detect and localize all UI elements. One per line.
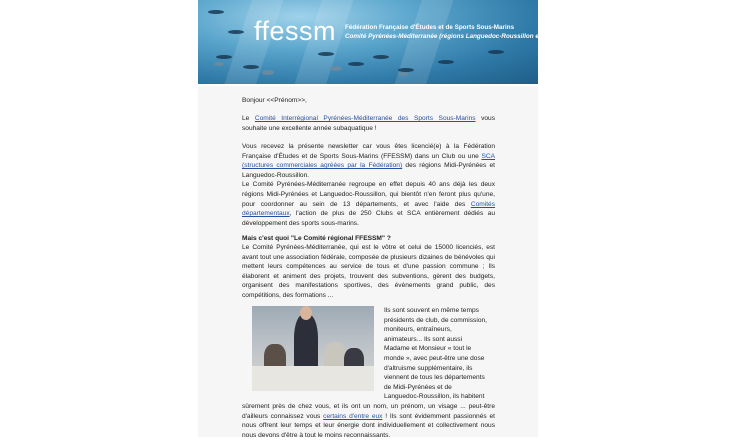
- region-text: Le Comité Pyrénées-Méditerranée regroupe en effet depuis 40 ans déjà les deux régions Midi-Pyrénées et Languedoc-Roussillon, qui bientôt n'en feront plus qu'une, pour coordonner au sein de 13 départements, et avec l'aide des: [242, 181, 495, 208]
- side-line: Madame et Monsieur « tout le: [384, 345, 472, 353]
- fish-icon: [216, 55, 232, 59]
- fish-icon: [438, 60, 454, 64]
- intro-text: Le: [242, 115, 255, 122]
- intro-paragraph: [242, 114, 495, 133]
- membership-text: Vous recevez la présente newsletter car vous êtes licencié(e) à la Fédération Française d'Études et de Sports Sous-Marins (FFESSM) dans un Club ou une: [242, 143, 495, 160]
- side-line: moniteurs, entraîneurs,: [384, 326, 452, 334]
- region-text-end: , l'action de plus de 250 Clubs et SCA entièrement dédiés au développement des sports sous-marins.: [242, 210, 495, 227]
- side-paragraph: [384, 306, 495, 402]
- side-line: de Midi-Pyrénées et de: [384, 383, 452, 391]
- federation-name: Fédération Française d'Études et de Sports Sous-Marins: [345, 24, 515, 31]
- header-banner: [198, 0, 588, 84]
- intro-text-end: vous souhaite une excellente année subaquatique !: [242, 115, 496, 132]
- side-line: animateurs... Ils sont aussi: [384, 335, 463, 343]
- fish-icon: [330, 66, 342, 71]
- fish-icon: [318, 52, 334, 56]
- section-title: Mais c'est quoi "Le Comité régional FFESSM" ?: [242, 235, 391, 242]
- fish-icon: [214, 62, 224, 66]
- fish-icon: [208, 10, 224, 14]
- ffessm-logo: ffessm: [254, 16, 337, 46]
- committee-photo: [252, 306, 374, 391]
- membership-text-end: des régions Midi-Pyrénées et Languedoc-Roussillon.: [242, 162, 495, 179]
- members-link[interactable]: certains d'entre eux: [323, 412, 383, 420]
- committee-name: Comité Pyrénées-Méditerranée (régions Languedoc-Roussillon et Midi-Pyrénées): [345, 33, 588, 40]
- fish-icon: [243, 65, 259, 69]
- section-paragraph: Le Comité Pyrénées-Méditerranée, qui est le vôtre et celui de 15000 licenciés, est avant tout une association fédérale, composée de plusieurs dizaines de bénévoles qui mettent leurs compétences au service de tous et d'une passion commune ; Ils élaborent et animent des projets, trouvent des subventions, gèrent des budgets, organisent des manifestations sportives, des évènements grand public, des compétitions, des formations ...: [242, 244, 495, 299]
- sca-link[interactable]: SCA (structures commerciales agréées par la Fédération): [242, 152, 495, 170]
- side-line: présidents de club, de commission,: [384, 316, 487, 324]
- fish-icon: [348, 62, 364, 66]
- committee-link[interactable]: Comité Interrégional Pyrénées-Méditerranée des Sports Sous-Marins: [254, 115, 476, 122]
- side-line: monde », avec peut-être une dose: [384, 354, 485, 362]
- fish-icon: [488, 50, 504, 54]
- closing-paragraph: [242, 402, 495, 440]
- membership-paragraph: [242, 142, 495, 228]
- side-line: viennent de tous les départements: [384, 374, 485, 382]
- fish-icon: [398, 72, 408, 76]
- side-line: Languedoc-Roussillon, ils habitent: [384, 393, 485, 401]
- closing-text: sûrement près de chez vous, et ils ont un nom, un prénom, un visage ... peut-être d'ailleurs connaissez vous: [242, 403, 495, 420]
- closing-text-end: ! Ils sont évidemment passionnés et nous offrent leur temps et leur énergie dont individuellement et collectivement nous nous devons d'être à tout le moins reconnaissants.: [242, 412, 495, 439]
- side-line: Ils sont souvent en même temps: [384, 307, 479, 314]
- greeting: Bonjour <<Prénom>>,: [242, 97, 307, 104]
- departmental-committees-link[interactable]: Comités départementaux: [242, 200, 495, 218]
- fish-icon: [373, 55, 389, 59]
- fish-icon: [228, 30, 244, 34]
- fish-icon: [262, 70, 274, 75]
- side-line: d'altruisme supplémentaire, ils: [384, 364, 473, 372]
- newsletter-body: [198, 86, 538, 437]
